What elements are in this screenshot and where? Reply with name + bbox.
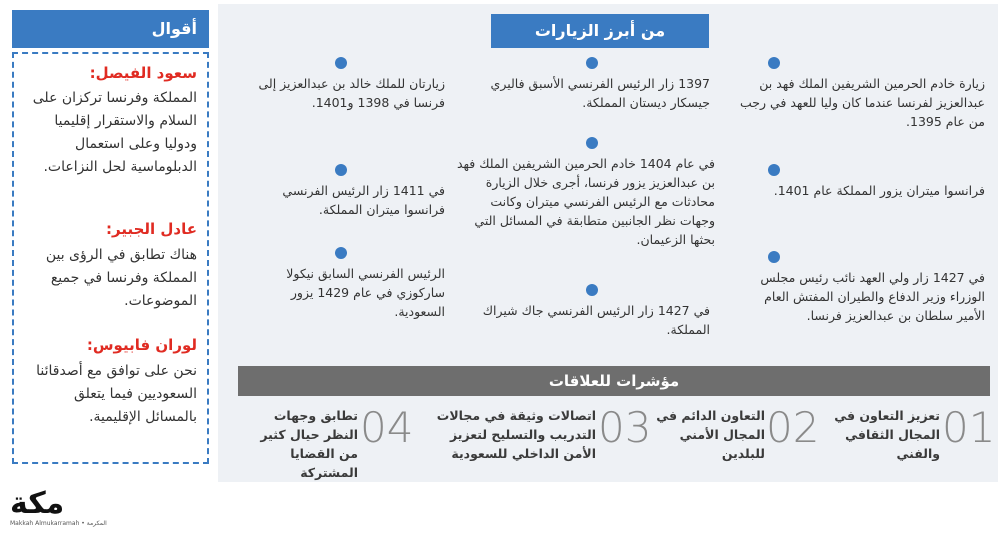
visit-item: الرئيس الفرنسي السابق نيكولا ساركوزي في عام 1429 يزور السعودية. [286,266,445,319]
logo-mark: مكة [10,486,65,521]
relations-header [238,366,990,396]
bullet-dot-icon [586,137,598,149]
visit-item: في عام 1404 خادم الحرمين الشريفين الملك فهد بن عبدالعزيز يزور فرنسا، أجرى خلال الزيارة محادثات مع الرئيس الفرنسي ميتران وكانت وجهات نظر الجانبين متطابقة في المسائل التي بحثها الزعيمان. [456,156,715,247]
bullet-dot-icon [586,284,598,296]
quotes-box [12,52,209,464]
indicator-number: 02 [766,403,820,452]
quotes-header: أقوال [12,10,209,48]
bullet-dot-icon [768,251,780,263]
visit-item: فرانسوا ميتران يزور المملكة عام 1401. [773,183,985,198]
indicator-number: 04 [360,403,414,452]
bullet-dot-icon [768,57,780,69]
quote-text: المملكة وفرنسا تركزان على السلام والاستقرار إقليميا ودوليا وعلى استعمال الدبلوماسية لحل النزاعات. [32,90,197,175]
visit-item: زيارة خادم الحرمين الشريفين الملك فهد بن عبدالعزيز لفرنسا عندما كان وليا للعهد في رجب من عام 1395. [739,76,985,129]
indicator-text: اتصالات وثيقة في مجالات التدريب والتسليح لتعزيز الأمن الداخلي للسعودية [436,408,596,461]
bullet-dot-icon [335,57,347,69]
indicator-number: 01 [942,403,996,452]
visit-item: في 1427 زار ولي العهد نائب رئيس مجلس الوزراء وزير الدفاع والطيران المفتش العام الأمير سلطان بن عبدالعزيز فرنسا. [760,270,985,323]
quote-text: نحن على توافق مع أصدقائنا السعوديين فيما يتعلق بالمسائل الإقليمية. [36,363,197,425]
bullet-dot-icon [586,57,598,69]
visit-item: 1397 زار الرئيس الفرنسي الأسبق فاليري جيسكار ديستان المملكة. [490,76,710,110]
bullet-dot-icon [768,164,780,176]
quote-author: سعود الفيصل: [89,64,197,82]
quote-text: هناك تطابق في الرؤى بين المملكة وفرنسا في جميع الموضوعات. [45,247,197,309]
visit-item: زيارتان للملك خالد بن عبدالعزيز إلى فرنسا في 1398 و1401. [258,76,445,110]
bullet-dot-icon [335,247,347,259]
indicator-text: تطابق وجهات النظر حيال كثير من القضايا المشتركة [260,408,358,480]
visits-header: من أبرز الزيارات [491,14,709,48]
visit-item: في 1411 زار الرئيس الفرنسي فرانسوا ميتران المملكة. [282,183,445,217]
relations-title: مؤشرات للعلاقات [548,372,680,390]
quote-author: عادل الجبير: [106,220,197,238]
bullet-dot-icon [335,164,347,176]
indicator-text: التعاون الدائم في المجال الأمني للبلدين [656,408,765,461]
indicator-text: تعزيز التعاون في المجال الثقافي والفني [834,408,940,461]
visit-item: في 1427 زار الرئيس الفرنسي جاك شيراك المملكة. [482,303,710,337]
logo-subtitle: Makkah Almukarramah • المكرمة [10,520,107,527]
indicator-number: 03 [598,403,652,452]
makkah-logo [10,486,107,531]
quote-author: لوران فابيوس: [86,336,197,354]
